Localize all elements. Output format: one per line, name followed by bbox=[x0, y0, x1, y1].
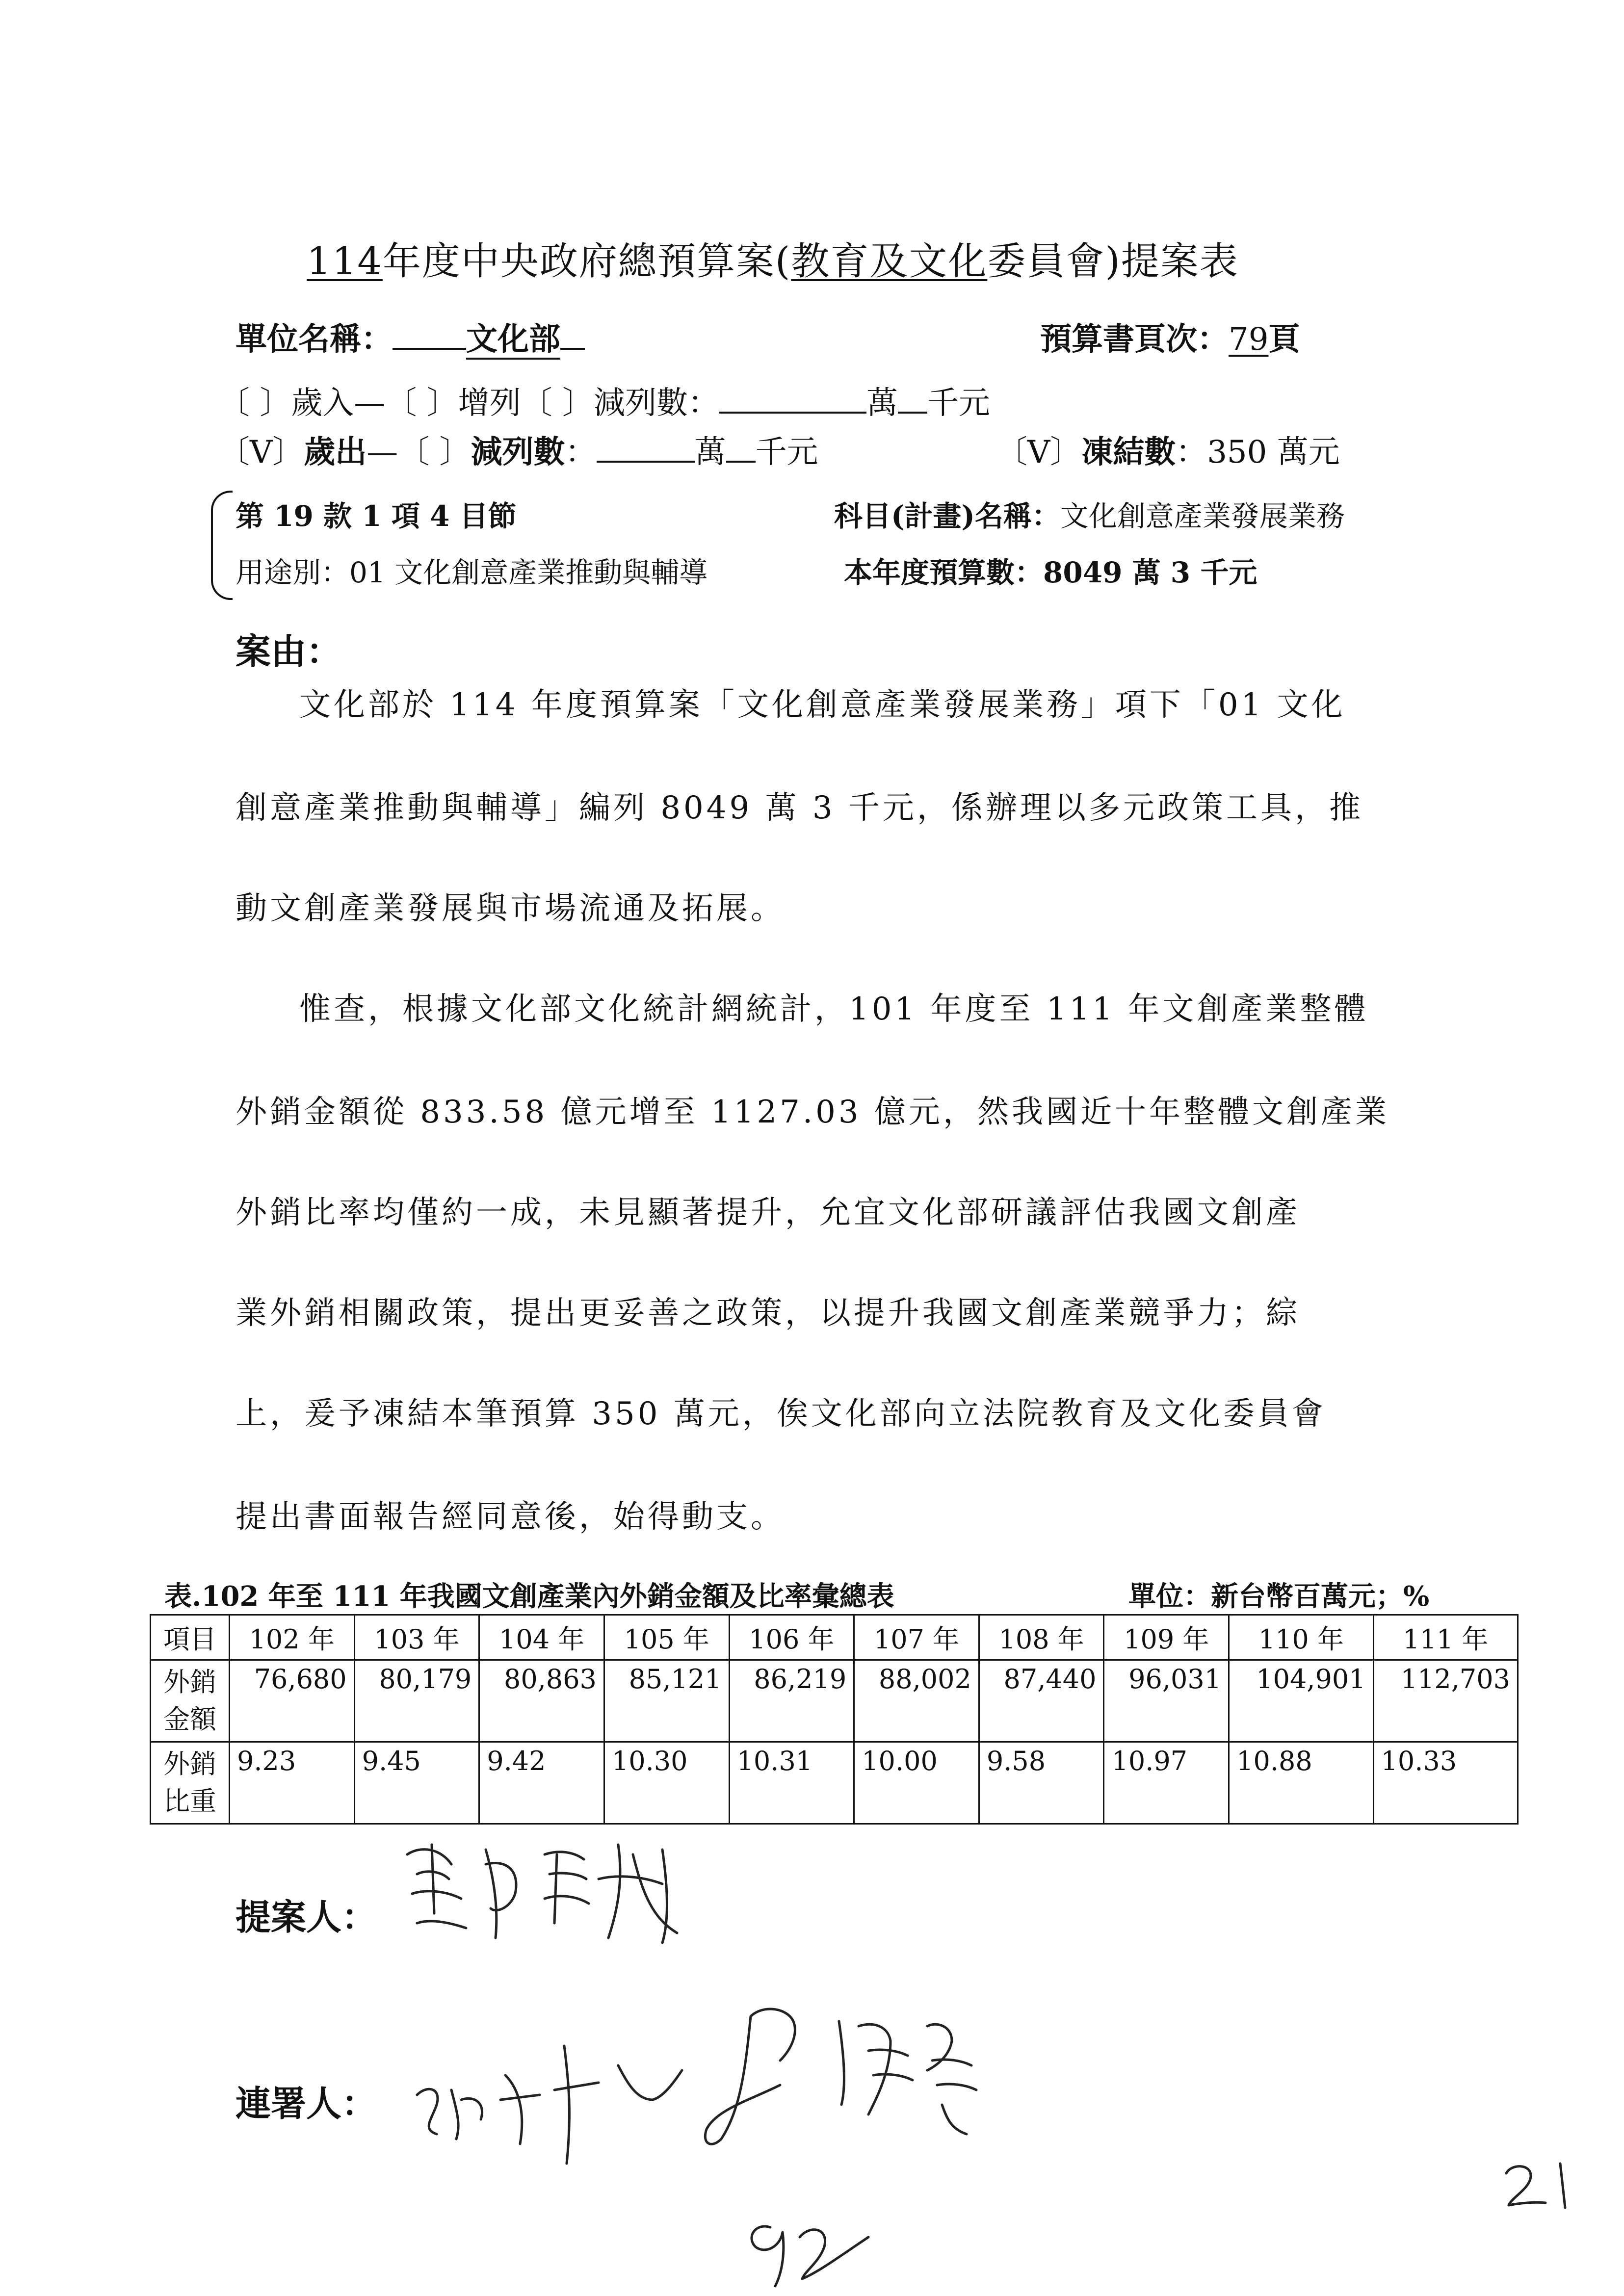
table-cell: 76,680 bbox=[230, 1660, 355, 1742]
revenue-text-c: 千元 bbox=[927, 385, 991, 421]
table-cell: 10.31 bbox=[729, 1742, 854, 1824]
reason-line: 動文創產業發展與市場流通及拓展。 bbox=[236, 890, 785, 927]
reason-line: 業外銷相關政策，提出更妥善之政策，以提升我國文創產業競爭力；綜 bbox=[236, 1295, 1300, 1331]
table-header: 102 年 bbox=[230, 1615, 355, 1660]
table-cell: 10.00 bbox=[854, 1742, 979, 1824]
summary-table bbox=[150, 1614, 1519, 1825]
table-header: 103 年 bbox=[354, 1615, 479, 1660]
expense-text-b: 歲出 bbox=[304, 434, 367, 470]
table-unit: 單位：新台幣百萬元；% bbox=[1128, 1580, 1430, 1613]
table-cell: 80,863 bbox=[479, 1660, 604, 1742]
reason-heading: 案由： bbox=[236, 630, 342, 672]
unit-row bbox=[236, 314, 585, 359]
table-cell: 10.97 bbox=[1104, 1742, 1229, 1824]
table-cell: 80,179 bbox=[354, 1660, 479, 1742]
expense-text-g: 千元 bbox=[755, 434, 818, 470]
row-label-export-amount: 外銷金額 bbox=[151, 1660, 230, 1742]
expense-blank-2 bbox=[726, 431, 756, 463]
unit-label: 單位名稱： bbox=[236, 321, 393, 358]
subject-label: 科目(計畫)名稱： bbox=[834, 499, 1060, 533]
item-subject bbox=[834, 493, 1345, 534]
cosigner-label: 連署人： bbox=[236, 2083, 377, 2124]
reason-line: 提出書面報告經同意後，始得動支。 bbox=[236, 1499, 785, 1535]
unit-value: 文化部 bbox=[466, 321, 560, 360]
revenue-blank-1 bbox=[719, 382, 866, 414]
revenue-blank-2 bbox=[898, 382, 927, 414]
table-cell: 10.30 bbox=[604, 1742, 729, 1824]
table-cell: 9.23 bbox=[230, 1742, 355, 1824]
table-header: 104 年 bbox=[479, 1615, 604, 1660]
handwritten-corner-mark bbox=[1496, 2149, 1585, 2218]
table-header: 106 年 bbox=[729, 1615, 854, 1660]
table-cell: 87,440 bbox=[979, 1660, 1104, 1742]
table-cell: 10.33 bbox=[1373, 1742, 1518, 1824]
table-cell: 9.42 bbox=[479, 1742, 604, 1824]
page-suffix: 頁 bbox=[1268, 321, 1300, 358]
table-header: 105 年 bbox=[604, 1615, 729, 1660]
table-cell: 104,901 bbox=[1229, 1660, 1373, 1742]
unit-blank bbox=[393, 318, 466, 350]
revenue-row bbox=[218, 378, 990, 423]
table-cell: 9.45 bbox=[354, 1742, 479, 1824]
title-mid: 年度中央政府總預算案( bbox=[382, 239, 791, 284]
expense-blank-1 bbox=[597, 431, 695, 463]
table-cell: 10.88 bbox=[1229, 1742, 1373, 1824]
item-budget: 本年度預算數：8049 萬 3 千元 bbox=[844, 556, 1257, 589]
table-header: 109 年 bbox=[1104, 1615, 1229, 1660]
page-title bbox=[307, 231, 1239, 286]
page-value: 79 bbox=[1229, 321, 1269, 358]
reason-line: 創意產業推動與輔導」編列 8049 萬 3 千元，係辦理以多元政策工具，推 bbox=[236, 790, 1363, 826]
item-bracket bbox=[211, 491, 233, 600]
freeze-text-a: 〔V〕 bbox=[996, 434, 1082, 470]
table-row bbox=[151, 1660, 1518, 1742]
title-committee: 教育及文化 bbox=[791, 239, 988, 284]
table-row bbox=[151, 1742, 1518, 1824]
unit-blank-2 bbox=[560, 318, 585, 350]
item-use: 用途別：01 文化創意產業推動與輔導 bbox=[236, 556, 708, 589]
cosigner-signature-1 bbox=[407, 1987, 1094, 2173]
expense-text-c: —〔 〕 bbox=[367, 434, 471, 470]
revenue-text-b: 萬 bbox=[866, 385, 898, 421]
proposer-label: 提案人： bbox=[236, 1896, 377, 1938]
handwritten-page-number bbox=[736, 2198, 893, 2296]
subject-value: 文化創意產業發展業務 bbox=[1060, 499, 1345, 533]
freeze-text-b: 凍結數 bbox=[1081, 434, 1176, 470]
proposer-signature bbox=[388, 1825, 707, 1953]
table-header: 107 年 bbox=[854, 1615, 979, 1660]
title-end: 委員會)提案表 bbox=[987, 239, 1239, 284]
table-cell: 96,031 bbox=[1104, 1660, 1229, 1742]
reason-line: 文化部於 114 年度預算案「文化創意產業發展業務」項下「01 文化 bbox=[299, 687, 1346, 723]
item-section: 第 19 款 1 項 4 目節 bbox=[236, 499, 517, 533]
row-label-export-ratio: 外銷比重 bbox=[151, 1742, 230, 1824]
table-cell: 112,703 bbox=[1373, 1660, 1518, 1742]
table-cell: 85,121 bbox=[604, 1660, 729, 1742]
table-cell: 88,002 bbox=[854, 1660, 979, 1742]
table-header: 110 年 bbox=[1229, 1615, 1373, 1660]
table-header: 項目 bbox=[151, 1615, 230, 1660]
reason-line: 上，爰予凍結本筆預算 350 萬元，俟文化部向立法院教育及文化委員會 bbox=[236, 1396, 1326, 1432]
table-cell: 86,219 bbox=[729, 1660, 854, 1742]
freeze-text-c: ：350 萬元 bbox=[1176, 434, 1340, 470]
page-ref bbox=[1040, 314, 1300, 359]
table-header-row bbox=[151, 1615, 1518, 1660]
revenue-text-a: 〔 〕歲入—〔 〕增列〔 〕減列數： bbox=[218, 385, 720, 421]
expense-text-d: 減列數 bbox=[471, 434, 565, 470]
expense-text-f: 萬 bbox=[694, 434, 726, 470]
table-caption: 表.102 年至 111 年我國文創產業內外銷金額及比率彙總表 bbox=[164, 1580, 894, 1613]
reason-line: 外銷比率均僅約一成，未見顯著提升，允宜文化部研議評估我國文創產 bbox=[236, 1195, 1300, 1231]
reason-line: 外銷金額從 833.58 億元增至 1127.03 億元，然我國近十年整體文創產業 bbox=[236, 1094, 1389, 1130]
expense-text-e: ： bbox=[565, 434, 597, 470]
reason-line: 惟查，根據文化部文化統計網統計，101 年度至 111 年文創產業整體 bbox=[299, 991, 1369, 1027]
expense-text-a: 〔V〕 bbox=[218, 434, 304, 470]
table-header: 108 年 bbox=[979, 1615, 1104, 1660]
freeze-row bbox=[996, 427, 1340, 472]
title-year: 114 bbox=[307, 239, 383, 284]
table-header: 111 年 bbox=[1373, 1615, 1518, 1660]
table-cell: 9.58 bbox=[979, 1742, 1104, 1824]
page-label: 預算書頁次： bbox=[1040, 321, 1229, 358]
expense-row bbox=[218, 427, 818, 472]
